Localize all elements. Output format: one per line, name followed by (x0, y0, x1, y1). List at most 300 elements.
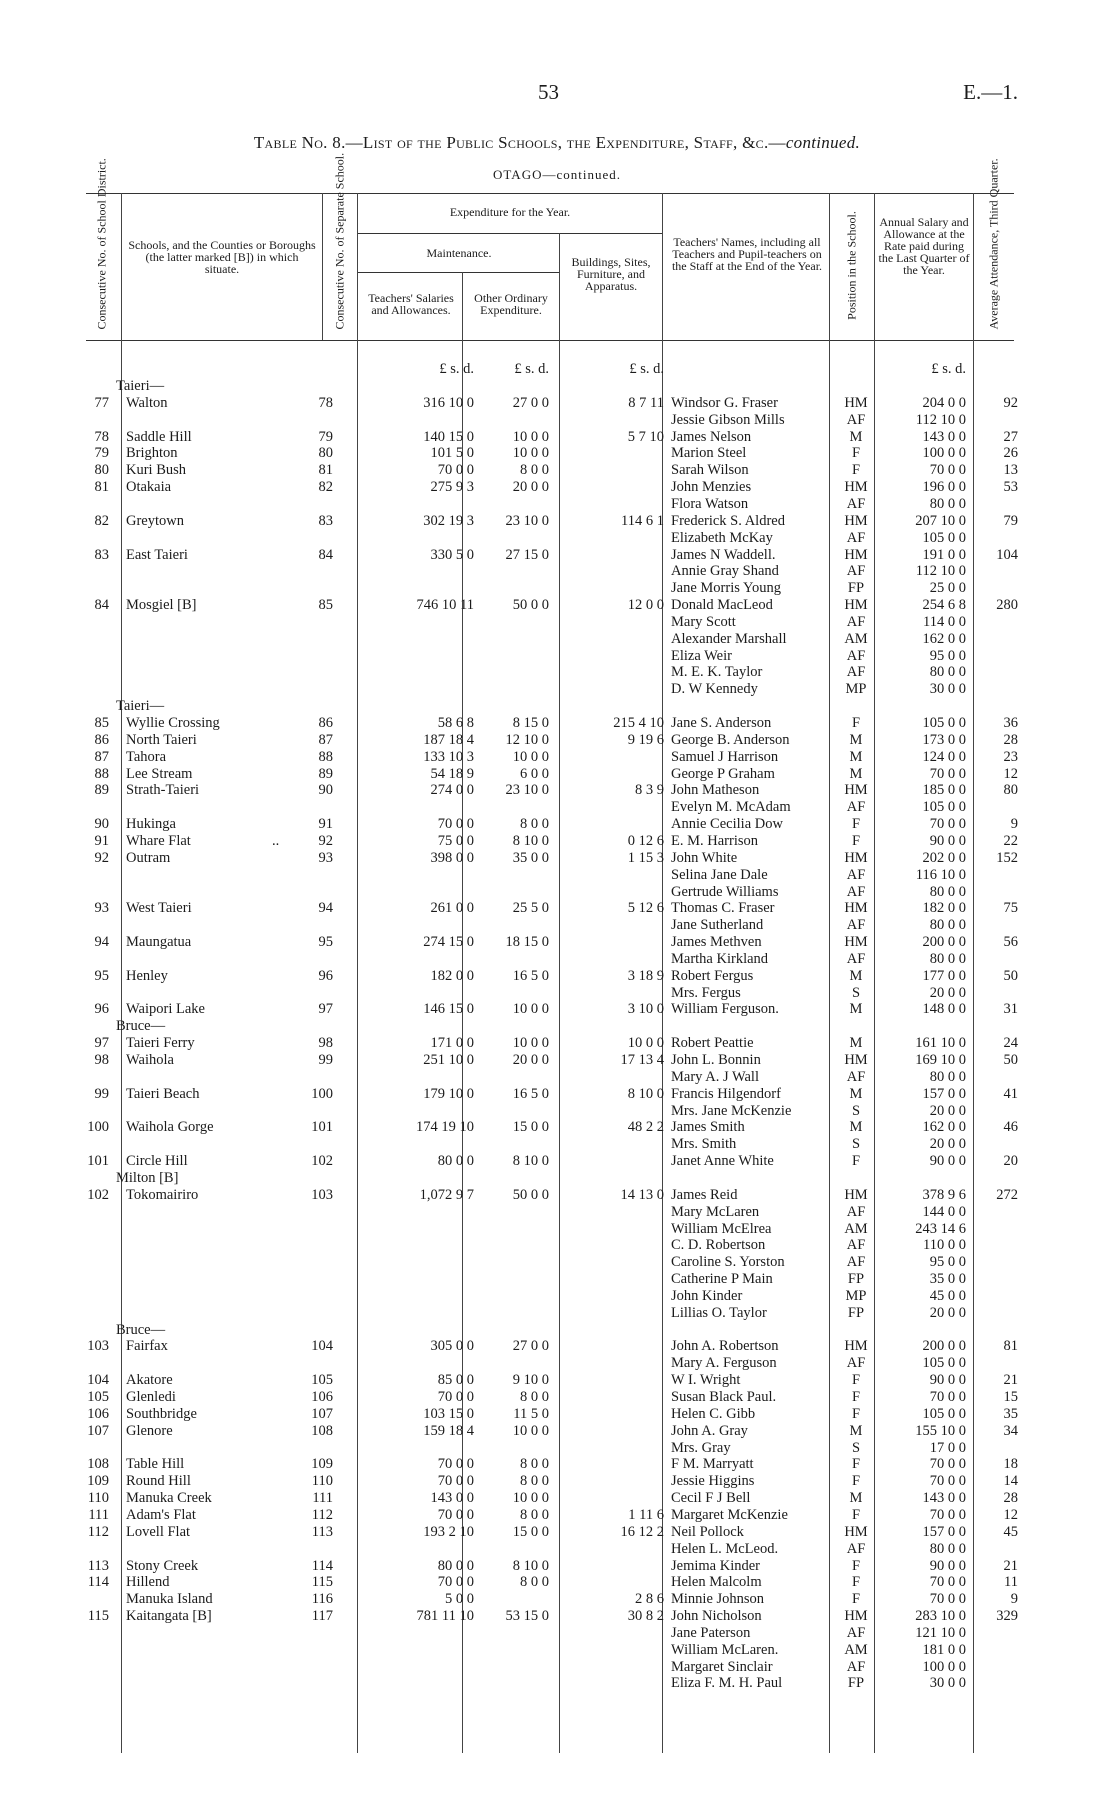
teacher-name: Mrs. Smith (671, 1136, 737, 1153)
table-row (0, 1608, 1114, 1625)
position: F (851, 1557, 861, 1574)
table-row (0, 1659, 1114, 1676)
position: S (851, 1439, 861, 1456)
attendance: 41 (1003, 1085, 1018, 1102)
table-row (0, 833, 1114, 850)
table-row (0, 1456, 1114, 1473)
annual-salary: 148 0 0 (922, 1001, 966, 1018)
separate-no: 79 (318, 428, 333, 445)
teachers-salaries: 316 10 0 (423, 394, 474, 411)
position: F (851, 1473, 861, 1490)
teacher-name: Selina Jane Dale (671, 866, 768, 883)
attendance: 26 (1003, 445, 1018, 462)
position: M (849, 1490, 863, 1507)
annual-salary: 80 0 0 (929, 917, 966, 934)
teacher-name: Jane S. Anderson (671, 715, 772, 731)
school-name: Circle Hill (126, 1153, 188, 1170)
page-number: 53 (538, 80, 559, 104)
district-no: 82 (94, 512, 109, 529)
teacher-name: John Nicholson (671, 1608, 762, 1625)
position: FP (847, 1271, 865, 1288)
other-expenditure: 27 0 0 (512, 1338, 549, 1355)
table-row (0, 1204, 1114, 1221)
table-row (0, 951, 1114, 968)
page-reference: E.—1. (963, 80, 1018, 104)
position: HM (844, 849, 868, 866)
position: F (851, 816, 861, 833)
buildings: 1 11 6 (628, 1506, 664, 1523)
attendance: 329 (996, 1608, 1018, 1625)
table-row (0, 1591, 1114, 1608)
annual-salary: 20 0 0 (929, 984, 966, 1001)
separate-no: 94 (318, 900, 333, 917)
units-buildings: £ s. d. (629, 361, 664, 377)
teacher-name: Caroline S. Yorston (671, 1254, 785, 1271)
header-teachers-salaries: Teachers' Salaries and Allowances. (368, 291, 454, 317)
separate-no: 113 (311, 1523, 333, 1540)
attendance: 12 (1003, 765, 1018, 782)
separate-no: 88 (318, 748, 333, 765)
table-row (0, 395, 1114, 412)
annual-salary: 35 0 0 (929, 1271, 966, 1288)
district-no: 115 (87, 1608, 109, 1625)
teacher-name: Cecil F J Bell (671, 1490, 751, 1507)
position: AM (844, 630, 868, 647)
annual-salary: 17 0 0 (929, 1439, 966, 1456)
teacher-name: Minnie Johnson (671, 1591, 765, 1608)
table-row (0, 648, 1114, 665)
district-no: 84 (94, 597, 109, 614)
teacher-name: Marion Steel (671, 445, 747, 462)
attendance: 15 (1003, 1389, 1018, 1405)
school-name: North Taieri (126, 731, 197, 748)
attendance: 28 (1003, 731, 1018, 748)
annual-salary: 100 0 0 (922, 445, 966, 462)
position: F (851, 1153, 861, 1170)
table-row (0, 378, 1114, 395)
annual-salary: 121 10 0 (915, 1624, 966, 1641)
school-name: Taieri Ferry (126, 1035, 195, 1052)
teachers-salaries: 70 0 0 (437, 1473, 474, 1490)
school-name: Kaitangata [B] (126, 1608, 212, 1625)
position: HM (844, 1608, 868, 1625)
district-no: 111 (88, 1506, 109, 1523)
separate-no: 107 (311, 1405, 333, 1422)
table-row (0, 496, 1114, 513)
teachers-salaries: 103 15 0 (423, 1405, 474, 1422)
annual-salary: 30 0 0 (929, 681, 966, 698)
annual-salary: 177 0 0 (922, 967, 966, 984)
teacher-name: C. D. Robertson (671, 1237, 766, 1254)
table-row (0, 462, 1114, 479)
annual-salary: 162 0 0 (922, 1119, 966, 1136)
other-expenditure: 8 0 0 (520, 1389, 549, 1405)
separate-no: 110 (311, 1473, 333, 1490)
separate-no: 98 (318, 1035, 333, 1052)
attendance: 11 (1004, 1574, 1018, 1591)
district-no: 91 (94, 832, 109, 849)
attendance: 36 (1003, 715, 1018, 731)
position: HM (844, 394, 868, 411)
table-row (0, 1271, 1114, 1288)
teacher-name: Mary Scott (671, 613, 736, 630)
table-row (0, 1574, 1114, 1591)
table-row (0, 1558, 1114, 1575)
annual-salary: 116 10 0 (915, 866, 966, 883)
table-row (0, 732, 1114, 749)
position: MP (845, 1287, 867, 1304)
district-no: 106 (87, 1405, 109, 1422)
table-row (0, 1237, 1114, 1254)
attendance: 20 (1003, 1153, 1018, 1170)
district-no: 94 (94, 934, 109, 951)
table-row (0, 968, 1114, 985)
teacher-name: Francis Hilgendorf (671, 1085, 781, 1102)
table-row (0, 1187, 1114, 1204)
teacher-name: Mrs. Jane McKenzie (671, 1102, 792, 1119)
table-row (0, 1069, 1114, 1086)
position: FP (847, 580, 865, 597)
school-name: Glenledi (126, 1389, 176, 1405)
separate-no: 108 (311, 1422, 333, 1439)
annual-salary: 185 0 0 (922, 782, 966, 799)
attendance: 27 (1003, 428, 1018, 445)
position: M (849, 967, 863, 984)
teacher-name: Robert Fergus (671, 967, 754, 984)
teacher-name: Helen Malcolm (671, 1574, 762, 1591)
other-expenditure: 8 10 0 (512, 832, 549, 849)
separate-no: 95 (318, 934, 333, 951)
annual-salary: 124 0 0 (922, 748, 966, 765)
annual-salary: 112 10 0 (915, 563, 966, 580)
attendance: 46 (1003, 1119, 1018, 1136)
annual-salary: 70 0 0 (929, 765, 966, 782)
teacher-name: Annie Gray Shand (671, 563, 779, 580)
district-no: 107 (87, 1422, 109, 1439)
table-row (0, 530, 1114, 547)
position: F (851, 1389, 861, 1405)
teacher-name: D. W Kennedy (671, 681, 758, 698)
teachers-salaries: 182 0 0 (430, 967, 474, 984)
annual-salary: 283 10 0 (915, 1608, 966, 1625)
position: AF (846, 647, 866, 664)
table-row (0, 1372, 1114, 1389)
other-expenditure: 8 0 0 (520, 1456, 549, 1473)
annual-salary: 90 0 0 (929, 1153, 966, 1170)
district-no: 103 (87, 1338, 109, 1355)
annual-salary: 70 0 0 (929, 1456, 966, 1473)
attendance: 9 (1010, 816, 1018, 833)
district-no: 87 (94, 748, 109, 765)
teacher-name: Helen L. McLeod. (671, 1540, 779, 1557)
annual-salary: 157 0 0 (922, 1523, 966, 1540)
teachers-salaries: 70 0 0 (437, 1389, 474, 1405)
annual-salary: 70 0 0 (929, 462, 966, 479)
other-expenditure: 10 0 0 (512, 445, 549, 462)
teacher-name: John L. Bonnin (671, 1052, 761, 1068)
table-row (0, 1136, 1114, 1153)
teacher-name: Windsor G. Fraser (671, 394, 778, 411)
teacher-name: James N Waddell. (671, 546, 776, 563)
school-name: Taieri— (116, 378, 165, 394)
annual-salary: 100 0 0 (922, 1658, 966, 1675)
position: AF (846, 1624, 866, 1641)
position: M (849, 731, 863, 748)
annual-salary: 80 0 0 (929, 495, 966, 512)
buildings: 215 4 10 (613, 715, 664, 731)
annual-salary: 70 0 0 (929, 1506, 966, 1523)
position: HM (844, 1186, 868, 1203)
teachers-salaries: 75 0 0 (437, 832, 474, 849)
buildings: 48 2 2 (627, 1119, 664, 1136)
annual-salary: 143 0 0 (922, 1490, 966, 1507)
table-row (0, 799, 1114, 816)
attendance: 14 (1003, 1473, 1018, 1490)
other-expenditure: 10 0 0 (512, 1422, 549, 1439)
position: F (851, 1591, 861, 1608)
school-name: Waipori Lake (126, 1001, 205, 1018)
teacher-name: John White (671, 849, 738, 866)
table-title (0, 133, 1114, 153)
buildings: 8 10 0 (627, 1085, 664, 1102)
teachers-salaries: 261 0 0 (430, 900, 474, 917)
table-row (0, 614, 1114, 631)
header-district-no: Consecutive No. of School District. (94, 158, 109, 330)
teacher-name: William McElrea (671, 1220, 772, 1237)
school-name: Taieri— (116, 698, 165, 715)
district-no: 108 (87, 1456, 109, 1473)
separate-no: 86 (318, 715, 333, 731)
table-row (0, 547, 1114, 564)
header-annual-salary: Annual Salary and Allowance at the Rate paid during the Last Quarter of the Year. (878, 215, 970, 277)
table-row (0, 1170, 1114, 1187)
school-name: Bruce— (116, 1018, 166, 1035)
table-row (0, 563, 1114, 580)
other-expenditure: 15 0 0 (512, 1523, 549, 1540)
header-attendance: Average Attendance, Third Quarter. (986, 158, 1001, 330)
district-no: 79 (94, 445, 109, 462)
other-expenditure: 20 0 0 (512, 479, 549, 496)
district-no: 112 (87, 1523, 109, 1540)
annual-salary: 90 0 0 (929, 1557, 966, 1574)
table-row (0, 900, 1114, 917)
annual-salary: 181 0 0 (922, 1641, 966, 1658)
position: AF (846, 917, 866, 934)
separate-no: 78 (318, 394, 333, 411)
school-name: Outram (126, 849, 171, 866)
other-expenditure: 8 0 0 (520, 1473, 549, 1490)
teachers-salaries: 171 0 0 (430, 1035, 474, 1052)
page-header (0, 80, 1114, 110)
buildings: 5 12 6 (627, 900, 664, 917)
position: MP (845, 681, 867, 698)
separate-no: 103 (311, 1186, 333, 1203)
attendance: 92 (1003, 394, 1018, 411)
other-expenditure: 11 5 0 (513, 1405, 549, 1422)
table-title-continued: continued. (785, 133, 861, 152)
school-name: Wyllie Crossing (126, 715, 220, 731)
district-no: 110 (87, 1490, 109, 1507)
annual-salary: 70 0 0 (929, 816, 966, 833)
separate-no: 102 (311, 1153, 333, 1170)
table-row (0, 1001, 1114, 1018)
annual-salary: 169 10 0 (915, 1052, 966, 1068)
teachers-salaries: 330 5 0 (430, 546, 474, 563)
annual-salary: 95 0 0 (929, 647, 966, 664)
table-row (0, 1288, 1114, 1305)
separate-no: 100 (311, 1085, 333, 1102)
attendance: 35 (1003, 1405, 1018, 1422)
teacher-name: E. M. Harrison (671, 832, 758, 849)
table-row (0, 782, 1114, 799)
school-name: Kuri Bush (126, 462, 187, 479)
buildings: 16 12 2 (620, 1523, 664, 1540)
position: HM (844, 1052, 868, 1068)
teacher-name: Lillias O. Taylor (671, 1304, 767, 1321)
teacher-name: Mrs. Fergus (671, 984, 741, 1001)
annual-salary: 143 0 0 (922, 428, 966, 445)
other-expenditure: 18 15 0 (505, 934, 549, 951)
table-row (0, 1035, 1114, 1052)
separate-no: 99 (318, 1052, 333, 1068)
teachers-salaries: 70 0 0 (437, 1574, 474, 1591)
teacher-name: Frederick S. Aldred (671, 512, 785, 529)
attendance: 12 (1003, 1506, 1018, 1523)
buildings: 10 0 0 (627, 1035, 664, 1052)
school-name: Lee Stream (126, 765, 193, 782)
separate-no: 117 (311, 1608, 333, 1625)
annual-salary: 30 0 0 (929, 1675, 966, 1692)
annual-salary: 202 0 0 (922, 849, 966, 866)
header-buildings: Buildings, Sites, Furniture, and Apparatus. (571, 255, 651, 293)
annual-salary: 105 0 0 (922, 529, 966, 546)
attendance: 75 (1003, 900, 1018, 917)
annual-salary: 105 0 0 (922, 1355, 966, 1372)
teacher-name: Margaret Sinclair (671, 1658, 773, 1675)
teachers-salaries: 70 0 0 (437, 1506, 474, 1523)
annual-salary: 144 0 0 (922, 1203, 966, 1220)
teacher-name: Robert Peattie (671, 1035, 754, 1052)
buildings: 2 8 6 (635, 1591, 664, 1608)
attendance: 280 (996, 597, 1018, 614)
teacher-name: W I. Wright (671, 1372, 741, 1389)
other-expenditure: 10 0 0 (512, 1490, 549, 1507)
teachers-salaries: 398 0 0 (430, 849, 474, 866)
school-name: Whare Flat (126, 832, 191, 849)
attendance: 79 (1003, 512, 1018, 529)
teachers-salaries: 274 0 0 (430, 782, 474, 799)
teachers-salaries: 80 0 0 (437, 1153, 474, 1170)
teachers-salaries: 5 0 0 (445, 1591, 474, 1608)
teacher-name: Eliza Weir (671, 647, 732, 664)
teacher-name: Annie Cecilia Dow (671, 816, 783, 833)
teachers-salaries: 133 10 3 (423, 748, 474, 765)
separate-no: 109 (311, 1456, 333, 1473)
district-no: 81 (94, 479, 109, 496)
other-expenditure: 20 0 0 (512, 1052, 549, 1068)
teacher-name: Alexander Marshall (671, 630, 787, 647)
separate-no: 93 (318, 849, 333, 866)
other-expenditure: 23 10 0 (505, 512, 549, 529)
position: AF (846, 883, 866, 900)
district-no: 93 (94, 900, 109, 917)
separate-no: 97 (318, 1001, 333, 1018)
attendance: 34 (1003, 1422, 1018, 1439)
teachers-salaries: 275 9 3 (430, 479, 474, 496)
teacher-name: James Methven (671, 934, 762, 951)
school-name: Adam's Flat (126, 1506, 196, 1523)
separate-no: 115 (311, 1574, 333, 1591)
other-expenditure: 10 0 0 (512, 1035, 549, 1052)
teacher-name: F M. Marryatt (671, 1456, 754, 1473)
district-no: 109 (87, 1473, 109, 1490)
position: AF (846, 1068, 866, 1085)
teachers-salaries: 781 11 10 (416, 1608, 474, 1625)
position: F (851, 1506, 861, 1523)
annual-salary: 173 0 0 (922, 731, 966, 748)
table-row (0, 1675, 1114, 1692)
annual-salary: 45 0 0 (929, 1287, 966, 1304)
annual-salary: 182 0 0 (922, 900, 966, 917)
teachers-salaries: 54 18 9 (430, 765, 474, 782)
separate-no: 91 (318, 816, 333, 833)
table-row (0, 1406, 1114, 1423)
attendance: 22 (1003, 832, 1018, 849)
position: AF (846, 799, 866, 816)
annual-salary: 105 0 0 (922, 715, 966, 731)
attendance: 21 (1003, 1557, 1018, 1574)
other-expenditure: 10 0 0 (512, 1001, 549, 1018)
buildings: 114 6 1 (621, 512, 664, 529)
separate-no: 84 (318, 546, 333, 563)
teacher-name: James Nelson (671, 428, 752, 445)
position: HM (844, 512, 868, 529)
other-expenditure: 6 0 0 (520, 765, 549, 782)
district-no: 92 (94, 849, 109, 866)
annual-salary: 90 0 0 (929, 1372, 966, 1389)
attendance: 272 (996, 1186, 1018, 1203)
district-no: 88 (94, 765, 109, 782)
teacher-name: John Matheson (671, 782, 760, 799)
teacher-name: Catherine P Main (671, 1271, 773, 1288)
other-expenditure: 16 5 0 (512, 967, 549, 984)
separate-no: 114 (311, 1557, 333, 1574)
annual-salary: 204 0 0 (922, 394, 966, 411)
district-no: 99 (94, 1085, 109, 1102)
buildings: 30 8 2 (627, 1608, 664, 1625)
district-no: 85 (94, 715, 109, 731)
school-name: Round Hill (126, 1473, 191, 1490)
position: F (851, 1405, 861, 1422)
teachers-salaries: 85 0 0 (437, 1372, 474, 1389)
annual-salary: 70 0 0 (929, 1473, 966, 1490)
position: AF (846, 1355, 866, 1372)
annual-salary: 112 10 0 (915, 411, 966, 428)
position: AF (846, 563, 866, 580)
school-name: West Taieri (126, 900, 192, 917)
annual-salary: 95 0 0 (929, 1254, 966, 1271)
position: AM (844, 1641, 868, 1658)
leader-dots: .. (272, 832, 280, 849)
position: HM (844, 546, 868, 563)
school-name: Maungatua (126, 934, 192, 951)
separate-no: 82 (318, 479, 333, 496)
table-row (0, 1338, 1114, 1355)
position: M (849, 765, 863, 782)
position: AF (846, 529, 866, 546)
annual-salary: 110 0 0 (923, 1237, 966, 1254)
separate-no: 112 (311, 1506, 333, 1523)
